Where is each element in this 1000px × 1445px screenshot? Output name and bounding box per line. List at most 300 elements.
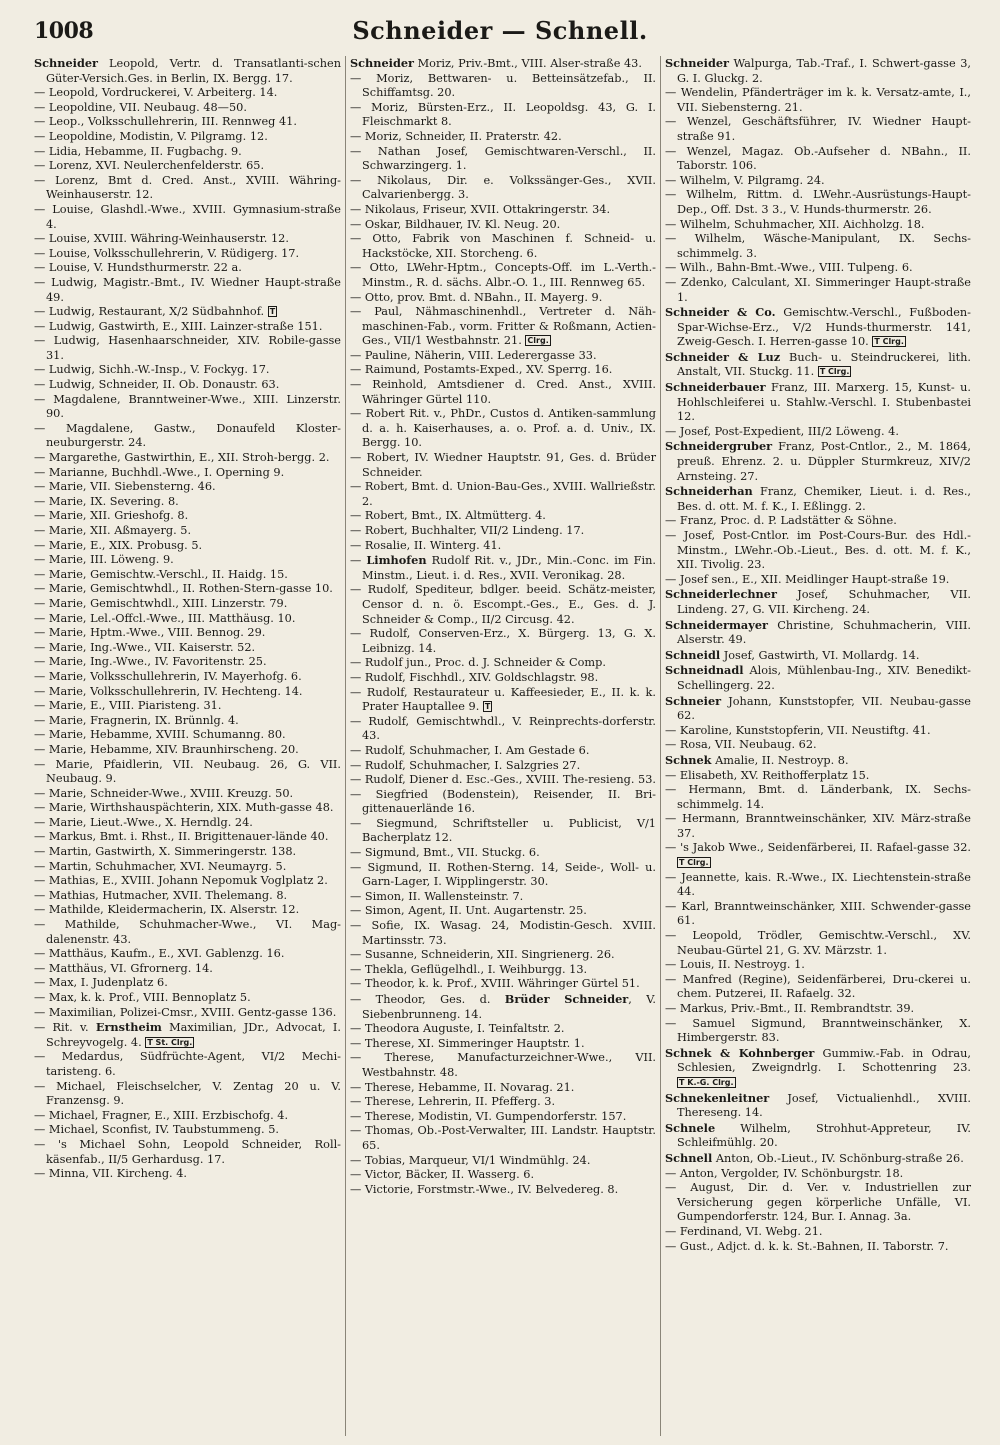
entry-text: — Markus, Priv.-Bmt., II. Rembrandtstr. 39.: [665, 1002, 915, 1015]
directory-entry: [34, 728, 341, 743]
entry-text: — Ludwig, Hasenhaarschneider, XIV. Robile-gasse 31.: [34, 334, 341, 362]
directory-entry: [34, 612, 341, 627]
entry-text: — Ludwig, Restaurant, X/2 Südbahnhof.: [34, 305, 265, 319]
entry-text: — Rudolf, Schuhmacher, I. Am Gestade 6.: [350, 743, 590, 757]
entry-text: — Susanne, Schneiderin, XII. Singrienerg. 26.: [350, 948, 615, 962]
directory-entry: [34, 203, 341, 232]
entry-surname: Schneier: [665, 693, 722, 708]
entry-text: Alois, Mühlenbau-Ing., XIV. Benedikt-Schellingerg. 22.: [677, 664, 971, 692]
directory-entry: [34, 130, 341, 145]
entry-text: — Josef, Post-Expedient, III/2 Löweng. 4.: [665, 424, 899, 438]
entry-text: — Mathias, Hutmacher, XVII. Thelemang. 8.: [34, 888, 288, 902]
directory-entry: [34, 670, 341, 685]
entry-mark: T: [484, 702, 491, 712]
directory-entry: [350, 1154, 656, 1169]
entry-mark: T Clrg.: [874, 337, 904, 347]
directory-entry: [665, 1181, 971, 1225]
entry-text: — Marie, Fragnerin, IX. Brünnlg. 4.: [34, 713, 239, 727]
entry-surname: Schneidergruber: [665, 439, 773, 454]
entry-text: — Nathan Josef, Gemischtwaren-Verschl., II. Schwarzingerg. 1.: [350, 144, 656, 173]
entry-text: — Gust., Adjct. d. k. k. St.-Bahnen, II. Taborstr. 7.: [665, 1239, 949, 1253]
entry-mark: T St. Clrg.: [147, 1037, 193, 1047]
page-header: [30, 12, 970, 52]
entry-text: — Hermann, Branntweinschänker, XIV. März-straße 37.: [665, 812, 971, 840]
directory-entry: [350, 948, 656, 963]
directory-entry: [665, 276, 971, 305]
entry-text: — Marie, E., VIII. Piaristeng. 31.: [34, 699, 222, 713]
entry-text: — Leopold, Vordruckerei, V. Arbeiterg. 14.: [34, 86, 278, 100]
entry-text: — Otto, Fabrik von Maschinen f. Schneid- u. Hackstöcke, XII. Storcheng. 6.: [350, 232, 656, 260]
entry-text: — Mathilde, Schuhmacher-Wwe., VI. Mag-dalenenstr. 43.: [34, 918, 341, 946]
entry-text: — Martin, Gastwirth, X. Simmeringerstr. 138.: [34, 845, 297, 859]
entry-text: — Victor, Bäcker, II. Wasserg. 6.: [350, 1168, 535, 1182]
directory-entry: [665, 350, 971, 380]
directory-entry: [350, 904, 656, 919]
directory-entry: [350, 261, 656, 290]
directory-entry: [665, 648, 971, 664]
directory-entry: [350, 291, 656, 306]
entry-text: — Marie, Hebamme, XIV. Braunhirscheng. 20.: [34, 742, 299, 756]
entry-text: — Mathias, E., XVIII. Johann Nepomuk Voglplatz 2.: [34, 874, 328, 888]
entry-text: — Anton, Vergolder, IV. Schönburgstr. 18.: [665, 1166, 904, 1180]
entry-text: — Ludwig, Gastwirth, E., XIII. Lainzer-straße 151.: [34, 319, 323, 333]
entry-text: — Marie, Hebamme, XVIII. Schumanng. 80.: [34, 728, 286, 742]
directory-entry: [350, 553, 656, 583]
entry-surname: Schneider: [350, 56, 414, 70]
entry-text: — Theodor, k. k. Prof., XVIII. Währinger Gürtel 51.: [350, 977, 640, 991]
entry-text: — Marie, Schneider-Wwe., XVIII. Kreuzg. 50.: [34, 786, 294, 800]
directory-entry: [665, 1225, 971, 1240]
entry-text: Franz, Post-Cntlor., 2., M. 1864, preuß. Ehrenz. 2. u. Düppler Sturmkreuz, XIV/2 Arnsteing. 27.: [677, 440, 971, 483]
entry-text: — Marie, Lel.-Offcl.-Wwe., III. Matthäusg. 10.: [34, 611, 296, 625]
entry-text: — Moriz, Bettwaren- u. Betteinsätzefab., II. Schiffamtsg. 20.: [350, 71, 656, 100]
directory-entry: [34, 787, 341, 802]
entry-text: — Siegmund, Schriftsteller u. Publicist, V/1 Bacherplatz 12.: [350, 816, 656, 845]
entry-surname: Schneiderlechner: [665, 587, 777, 602]
entry-text: Christine, Schuhmacherin, VIII. Alserstr. 49.: [677, 618, 971, 647]
entry-text: — Rudolf, Gemischtwhdl., V. Reinprechts-dorferstr. 43.: [350, 714, 656, 743]
entry-surname: Brüder Schneider: [504, 992, 629, 1006]
entry-text: — Nikolaus, Friseur, XVII. Ottakringerstr. 34.: [350, 202, 611, 216]
directory-entry: [350, 744, 656, 759]
entry-mark: T Clrg.: [819, 367, 850, 377]
directory-entry: [34, 714, 341, 729]
entry-text: — Otto, LWehr-Hptm., Concepts-Off. im L.-Verth.-Minstm., R. d. sächs. Albr.-O. 1., III. Rennweg 65.: [350, 261, 656, 289]
directory-entry: [665, 587, 971, 617]
entry-text: — Tobias, Marqueur, VI/1 Windmühlg. 24.: [350, 1153, 591, 1167]
directory-entry: [665, 841, 971, 870]
directory-entry: [350, 480, 656, 509]
entry-text: — Magdalene, Gastw., Donaufeld Kloster-neuburgerstr. 24.: [34, 421, 341, 450]
directory-entry: [350, 130, 656, 145]
entry-surname: Ernstheim: [95, 1020, 162, 1035]
entry-text: Franz, III. Marxerg. 15, Kunst- u. Hohlschleiferei u. Stahlw.-Verschl. I. Stubenbastei 12.: [677, 381, 971, 424]
entry-surname: Schneidnadl: [665, 663, 744, 678]
directory-entry: [34, 1167, 341, 1182]
directory-entry: [665, 115, 971, 144]
directory-entry: [350, 145, 656, 174]
entry-text: — Elisabeth, XV. Reithofferplatz 15.: [665, 768, 870, 782]
directory-entry: [350, 1124, 656, 1153]
entry-text: — Ferdinand, VI. Webg. 21.: [665, 1224, 823, 1238]
entry-text: — Rudolf jun., Proc. d. J. Schneider & Comp.: [350, 656, 606, 670]
directory-entry: [34, 1020, 341, 1050]
entry-text: — Zdenko, Calculant, XI. Simmeringer Haupt-straße 1.: [665, 275, 971, 304]
entry-surname: Schneiderbauer: [665, 380, 766, 395]
directory-entry: [34, 1080, 341, 1109]
entry-text: — Manfred (Regine), Seidenfärberei, Dru-ckerei u. chem. Putzerei, II. Rafaelg. 32.: [665, 972, 971, 1001]
directory-entry: [350, 72, 656, 101]
directory-entry: [34, 860, 341, 875]
entry-text: — Robert, Bmt., IX. Altmütterg. 4.: [350, 509, 546, 523]
entry-text: Josef, Victualienhdl., XVIII. Thereseng. 14.: [677, 1091, 971, 1120]
directory-entry: [34, 597, 341, 612]
entry-text: — Otto, prov. Bmt. d. NBahn., II. Mayerg. 9.: [350, 290, 603, 304]
entry-text: — Karoline, Kunststopferin, VII. Neustiftg. 41.: [665, 723, 931, 737]
directory-entry: [665, 573, 971, 588]
directory-entry: [34, 976, 341, 991]
directory-entry: [34, 962, 341, 977]
directory-entry: [350, 1183, 656, 1198]
directory-entry: [665, 86, 971, 115]
entry-text: — Josef, Post-Cntlor. im Post-Cours-Bur. des Hdl.-Minstm., LWehr.-Ob.-Lieut., Bes. d. ott. M. f. K., XII. Tivolig. 23.: [665, 529, 971, 572]
directory-entry: [34, 947, 341, 962]
entry-text: — Sigmund, Bmt., VII. Stuckg. 6.: [350, 846, 540, 860]
directory-entry: [34, 363, 341, 378]
directory-entry: [350, 671, 656, 686]
entry-text: — 's Jakob Wwe., Seidenfärberei, II. Rafael-gasse 32.: [665, 841, 971, 855]
entry-text: Wilhelm, Strohhut-Appreteur, IV. Schleifmühlg. 20.: [677, 1121, 971, 1150]
directory-entry: [350, 1081, 656, 1096]
directory-entry: [665, 694, 971, 724]
entry-text: — Raimund, Postamts-Exped., XV. Sperrg. 16.: [350, 363, 613, 377]
entry-surname: Schnek: [665, 752, 712, 767]
directory-entry: [34, 568, 341, 583]
entry-text: — Louise, XVIII. Währing-Weinhauserstr. 12.: [34, 232, 289, 246]
directory-entry: [34, 1006, 341, 1021]
directory-entry: [34, 247, 341, 262]
directory-entry: [34, 86, 341, 101]
directory-entry: [350, 524, 656, 539]
entry-text: — Rudolf, Fischhdl., XIV. Goldschlagstr. 98.: [350, 670, 599, 684]
running-head: Schneider — Schnell.: [352, 16, 648, 45]
entry-text: — 's Michael Sohn, Leopold Schneider, Roll-käsenfab., II/5 Gerhardusg. 17.: [34, 1137, 341, 1166]
directory-entry: [350, 992, 656, 1022]
entry-text: Anton, Ob.-Lieut., IV. Schönburg-straße 26.: [712, 1151, 964, 1165]
entry-text: — Robert Rit. v., PhDr., Custos d. Antiken-sammlung d. a. h. Kaiserhauses, a. o. Prof. a. d. Univ., IX. Bergg. 10.: [350, 407, 656, 450]
entry-text: — Rudolf, Restaurateur u. Kaffeesieder, E., II. k. k. Prater Hauptallee 9.: [350, 685, 656, 714]
directory-entry: [665, 514, 971, 529]
entry-text: — Ludwig, Schneider, II. Ob. Donaustr. 63.: [34, 378, 280, 392]
directory-entry: [34, 1123, 341, 1138]
entry-text: — Marie, Wirthshauspächterin, XIX. Muth-gasse 48.: [34, 801, 334, 815]
directory-entry: [350, 788, 656, 817]
directory-entry: [350, 101, 656, 130]
directory-entry: [665, 1151, 971, 1167]
entry-text: — Max, I. Judenplatz 6.: [34, 976, 168, 990]
entry-text: — Marie, Lieut.-Wwe., X. Herndlg. 24.: [34, 815, 253, 829]
directory-entry: [665, 380, 971, 425]
entry-text: — Leop., Volksschullehrerin, III. Rennweg 41.: [34, 115, 297, 129]
directory-entry: [665, 218, 971, 233]
directory-entry: [350, 890, 656, 905]
columns: [30, 56, 975, 1436]
directory-entry: [350, 977, 656, 992]
entry-text: —: [350, 554, 367, 568]
entry-text: — Michael, Sconfist, IV. Taubstummeng. 5.: [34, 1123, 280, 1137]
entry-text: — Sigmund, II. Rothen-Sterng. 14, Seide-, Woll- u. Garn-Lager, I. Wipplingerstr. 30.: [350, 860, 656, 889]
directory-entry: [350, 1110, 656, 1125]
directory-entry: [34, 466, 341, 481]
directory-entry: [665, 232, 971, 261]
entry-text: — Marie, Ing.-Wwe., IV. Favoritenstr. 25.: [34, 655, 267, 669]
directory-entry: [665, 738, 971, 753]
directory-entry: [350, 817, 656, 846]
directory-entry: [665, 305, 971, 350]
entry-text: Maximilian, JDr., Advocat, I. Schreyvogelg. 4.: [46, 1021, 341, 1049]
directory-entry: [665, 1167, 971, 1182]
directory-entry: [350, 919, 656, 948]
directory-entry: [34, 393, 341, 422]
entry-text: — Lorenz, Bmt d. Cred. Anst., XVIII. Währing-Weinhauserstr. 12.: [34, 173, 341, 202]
entry-text: — Nikolaus, Dir. e. Volkssänger-Ges., XVII. Calvarienbergg. 3.: [350, 173, 656, 202]
entry-text: Amalie, II. Nestroyp. 8.: [711, 753, 849, 767]
directory-entry: [665, 56, 971, 86]
entry-text: — Marie, Pfaidlerin, VII. Neubaug. 26, G. VII. Neubaug. 9.: [34, 757, 341, 786]
entry-text: — Max, k. k. Prof., VIII. Bennoplatz 5.: [34, 991, 251, 1004]
entry-text: — Franz, Proc. d. P. Ladstätter & Söhne.: [665, 514, 897, 528]
entry-text: — Therese, Modistin, VI. Gumpendorferstr. 157.: [350, 1109, 627, 1123]
entry-text: Leopold, Vertr. d. Transatlanti-schen Güter-Versich.Ges. in Berlin, IX. Bergg. 17.: [46, 57, 341, 85]
entry-text: — Josef sen., E., XII. Meidlinger Haupt-straße 19.: [665, 572, 950, 586]
entry-surname: Schnek & Kohnberger: [665, 1045, 815, 1060]
entry-surname: Schneider & Co.: [665, 305, 776, 320]
entry-text: — Marie, IX. Severing. 8.: [34, 494, 179, 508]
directory-entry: [350, 407, 656, 451]
entry-text: — Michael, Fleischselcher, V. Zentag 20 u. V. Franzensg. 9.: [34, 1079, 341, 1108]
entry-text: — Robert, Bmt. d. Union-Bau-Ges., XVIII. Wallrießstr. 2.: [350, 480, 656, 508]
entry-text: — Simon, Agent, II. Unt. Augartenstr. 25.: [350, 904, 587, 918]
entry-text: — Samuel Sigmund, Branntweinschänker, X. Himbergerstr. 83.: [665, 1016, 971, 1045]
directory-entry: [665, 1240, 971, 1255]
entry-text: Rudolf Rit. v., JDr., Min.-Conc. im Fin. Minstm., Lieut. i. d. Res., XVII. Veronikag. 28.: [362, 554, 656, 582]
directory-entry: [665, 753, 971, 769]
column-2: [345, 56, 660, 1436]
directory-entry: [350, 1051, 656, 1080]
directory-entry: [34, 1138, 341, 1167]
directory-entry: [665, 261, 971, 276]
entry-text: — Marie, Ing.-Wwe., VII. Kaiserstr. 52.: [34, 640, 256, 654]
directory-entry: [34, 1050, 341, 1079]
directory-entry: [34, 743, 341, 758]
directory-entry: [665, 1002, 971, 1017]
entry-text: — Moriz, Bürsten-Erz., II. Leopoldsg. 43, G. I. Fleischmarkt 8.: [350, 100, 656, 129]
column-1: [30, 56, 345, 1436]
entry-text: — Rudolf, Diener d. Esc.-Ges., XVIII. The-resieng. 53.: [350, 773, 656, 787]
entry-text: — Theodor, Ges. d.: [350, 993, 505, 1006]
entry-mark: T Clrg.: [679, 858, 709, 868]
directory-entry: [350, 1168, 656, 1183]
directory-entry: [665, 973, 971, 1002]
directory-entry: [665, 188, 971, 217]
entry-text: — Martin, Schuhmacher, XVI. Neumayrg. 5.: [34, 859, 287, 873]
entry-text: — Wilhelm, Schuhmacher, XII. Aichholzg. 18.: [665, 217, 925, 231]
entry-text: — Marie, E., XIX. Probusg. 5.: [34, 538, 203, 552]
directory-entry: [34, 334, 341, 363]
page-number: 1008: [34, 18, 94, 44]
entry-text: — Paul, Nähmaschinenhdl., Vertreter d. Näh-maschinen-Fab., vorm. Fritter & Roßmann, Actien-Ges., VII/1 Westbahnstr. 21.: [350, 305, 656, 348]
entry-text: — Therese, Manufacturzeichner-Wwe., VII. Westbahnstr. 48.: [350, 1051, 656, 1079]
directory-entry: [350, 686, 656, 715]
entry-text: — Thomas, Ob.-Post-Verwalter, III. Landstr. Hauptstr. 65.: [350, 1124, 656, 1152]
entry-text: — Karl, Branntweinschänker, XIII. Schwender-gasse 61.: [665, 899, 971, 928]
entry-text: — Lorenz, XVI. Neulerchenfelderstr. 65.: [34, 159, 265, 173]
directory-entry: [665, 900, 971, 929]
directory-entry: [665, 425, 971, 440]
entry-text: — Wilhelm, Wäsche-Manipulant, IX. Sechs-schimmelg. 3.: [665, 232, 971, 260]
directory-entry: [34, 524, 341, 539]
directory-entry: [350, 349, 656, 364]
entry-text: — Rosa, VII. Neubaug. 62.: [665, 738, 817, 752]
directory-entry: [34, 845, 341, 860]
directory-entry: [34, 830, 341, 845]
entry-text: — Louise, Volksschullehrerin, V. Rüdigerg. 17.: [34, 246, 300, 260]
entry-text: — Lidia, Hebamme, II. Fugbachg. 9.: [34, 144, 242, 158]
directory-entry: [665, 769, 971, 784]
directory-entry: [34, 320, 341, 335]
entry-text: — Oskar, Bildhauer, IV. Kl. Neug. 20.: [350, 217, 561, 231]
entry-text: Gummiw.-Fab. in Odrau, Schlesien, Zweigndrlg. I. Schottenring 23.: [677, 1046, 971, 1075]
directory-entry: [34, 276, 341, 305]
directory-entry: [34, 101, 341, 116]
entry-text: — August, Dir. d. Ver. v. Industriellen zur Versicherung gegen körperliche Unfälle, VI. Gumpendorferstr. 124, Bur. I. Annag. 3a.: [665, 1181, 971, 1224]
entry-text: — Rudolf, Schuhmacher, I. Salzgries 27.: [350, 758, 581, 772]
entry-surname: Schneider & Luz: [665, 349, 781, 364]
directory-entry: [665, 929, 971, 958]
entry-text: — Marianne, Buchhdl.-Wwe., I. Operning 9.: [34, 465, 285, 479]
entry-text: Johann, Kunststopfer, VII. Neubau-gasse 62.: [677, 694, 971, 723]
entry-text: — Louise, V. Hundsthurmerstr. 22 a.: [34, 261, 242, 275]
directory-entry: [34, 918, 341, 947]
entry-text: Buch- u. Steindruckerei, lith. Anstalt, VII. Stuckg. 11.: [677, 350, 971, 379]
directory-entry: [665, 439, 971, 484]
entry-text: — Minna, VII. Kircheng. 4.: [34, 1167, 188, 1181]
directory-entry: [350, 539, 656, 554]
directory-entry: [34, 874, 341, 889]
entry-surname: Schneiderhan: [665, 484, 753, 499]
entry-text: — Margarethe, Gastwirthin, E., XII. Stroh-bergg. 2.: [34, 451, 330, 465]
entry-text: — Therese, XI. Simmeringer Hauptstr. 1.: [350, 1036, 585, 1050]
directory-entry: [34, 903, 341, 918]
entry-text: — Robert, Buchhalter, VII/2 Lindeng. 17.: [350, 524, 585, 537]
directory-entry: [665, 618, 971, 648]
entry-text: — Leopoldine, VII. Neubaug. 48—50.: [34, 100, 247, 114]
entry-surname: Schnekenleitner: [665, 1090, 770, 1105]
entry-text: — Maximilian, Polizei-Cmsr., XVIII. Gentz-gasse 136.: [34, 1005, 337, 1019]
entry-text: — Siegfried (Bodenstein), Reisender, II. Bri-gittenauerlände 16.: [350, 787, 656, 816]
entry-text: Franz, Chemiker, Lieut. i. d. Res., Bes. d. ott. M. f. K., I. Eßlingg. 2.: [677, 485, 971, 513]
entry-text: — Wenzel, Magaz. Ob.-Aufseher d. NBahn., II. Taborstr. 106.: [665, 144, 971, 173]
directory-entry: [350, 846, 656, 861]
directory-entry: [34, 582, 341, 597]
entry-text: — Rudolf, Conserven-Erz., X. Bürgerg. 13, G. X. Leibnizg. 14.: [350, 627, 656, 655]
entry-text: — Sofie, IX. Wasag. 24, Modistin-Gesch. XVIII. Martinsstr. 73.: [350, 919, 656, 947]
entry-text: — Mathilde, Kleidermacherin, IX. Alserstr. 12.: [34, 903, 300, 917]
directory-entry: [350, 583, 656, 627]
directory-entry: [34, 305, 341, 320]
directory-entry: [34, 889, 341, 904]
directory-entry: [34, 816, 341, 831]
directory-entry: [34, 145, 341, 160]
directory-entry: [34, 422, 341, 451]
directory-entry: [350, 232, 656, 261]
entry-text: Josef, Schuhmacher, VII. Lindeng. 27, G. VII. Kircheng. 24.: [677, 588, 971, 616]
entry-text: — Leopoldine, Modistin, V. Pilgramg. 12.: [34, 129, 268, 143]
entry-text: — Wilhelm, Rittm. d. LWehr.-Ausrüstungs-Haupt-Dep., Off. Dst. 3 3., V. Hunds-thurmerstr. 26.: [665, 188, 971, 216]
directory-entry: [34, 626, 341, 641]
entry-text: Moriz, Priv.-Bmt., VIII. Alser-straße 43.: [413, 57, 642, 70]
entry-text: — Hermann, Bmt. d. Länderbank, IX. Sechs-schimmelg. 14.: [665, 783, 971, 811]
directory-entry: [34, 509, 341, 524]
entry-text: — Rudolf, Spediteur, bdlger. beeid. Schätz-meister, Censor d. n. ö. Escompt.-Ges., E., Ges. d. J. Schneider & Comp., II/2 Circusg. 42.: [350, 583, 656, 626]
directory-entry: [34, 553, 341, 568]
directory-entry: [350, 363, 656, 378]
directory-entry: [665, 871, 971, 900]
directory-entry: [34, 801, 341, 816]
directory-entry: [34, 451, 341, 466]
entry-text: — Magdalene, Branntweiner-Wwe., XIII. Linzerstr. 90.: [34, 392, 341, 421]
column-3: [660, 56, 975, 1436]
directory-entry: [34, 991, 341, 1006]
entry-text: — Marie, VII. Siebensterng. 46.: [34, 480, 216, 494]
entry-text: — Medardus, Südfrüchte-Agent, VI/2 Mechi-taristeng. 6.: [34, 1050, 341, 1078]
directory-entry: [34, 159, 341, 174]
directory-entry: [34, 758, 341, 787]
directory-entry: [665, 145, 971, 174]
directory-entry: [665, 174, 971, 189]
directory-entry: [665, 1046, 971, 1091]
entry-text: — Wilh., Bahn-Bmt.-Wwe., VIII. Tulpeng. 6.: [665, 261, 913, 275]
entry-text: — Marie, III. Löweng. 9.: [34, 553, 174, 567]
entry-mark: T: [269, 307, 276, 317]
entry-text: — Leopold, Trödler, Gemischtw.-Verschl., XV. Neubau-Gürtel 21, G. XV. Märzstr. 1.: [665, 929, 971, 957]
directory-entry: [665, 812, 971, 841]
directory-entry: [34, 641, 341, 656]
directory-entry: [350, 174, 656, 203]
entry-text: — Marie, Gemischtwhdl., XIII. Linzerstr. 79.: [34, 596, 288, 610]
entry-surname: Schneidl: [665, 647, 721, 662]
entry-surname: Schnele: [665, 1120, 716, 1135]
directory-entry: [350, 56, 656, 72]
entry-text: — Moriz, Schneider, II. Praterstr. 42.: [350, 129, 562, 143]
directory-entry: [350, 1095, 656, 1110]
entry-text: — Ludwig, Magistr.-Bmt., IV. Wiedner Haupt-straße 49.: [34, 275, 341, 304]
entry-text: Josef, Gastwirth, VI. Mollardg. 14.: [720, 648, 920, 662]
entry-surname: Schneider: [665, 56, 729, 70]
directory-entry: [350, 656, 656, 671]
directory-entry: [350, 509, 656, 524]
directory-entry: [34, 174, 341, 203]
entry-text: — Marie, Gemischtwhdl., II. Rothen-Stern-gasse 10.: [34, 582, 333, 596]
entry-text: — Robert, IV. Wiedner Hauptstr. 91, Ges. d. Brüder Schneider.: [350, 451, 656, 479]
entry-mark: Clrg.: [527, 336, 549, 346]
entry-text: — Pauline, Näherin, VIII. Lederergasse 33.: [350, 348, 597, 362]
directory-entry: [665, 484, 971, 514]
entry-text: , V. Siebenbrunneng. 14.: [362, 993, 656, 1021]
directory-entry: [34, 115, 341, 130]
entry-text: — Marie, Volksschullehrerin, IV. Hechteng. 14.: [34, 684, 303, 698]
entry-surname: Schneider: [34, 56, 98, 70]
